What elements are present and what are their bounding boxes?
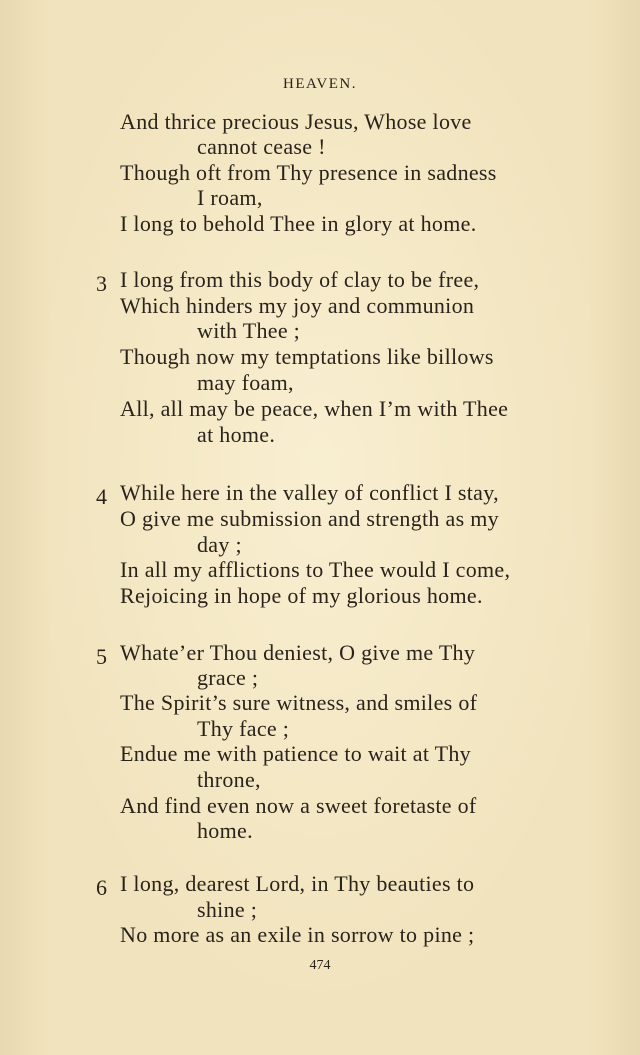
stanza-3-line-4: Though now my temptations like billows bbox=[120, 344, 494, 369]
stanza-2-line-5: I long to behold Thee in glory at home. bbox=[120, 211, 477, 236]
stanza-3-line-1: I long from this body of clay to be free, bbox=[120, 267, 480, 292]
stanza-6-line-1: I long, dearest Lord, in Thy beauties to bbox=[120, 871, 475, 896]
stanza-3-line-6: All, all may be peace, when I’m with Thee bbox=[120, 396, 509, 421]
stanza-5-line-8: home. bbox=[197, 818, 253, 843]
stanza-2-line-2: cannot cease ! bbox=[197, 134, 326, 159]
stanza-4-line-2: O give me submission and strength as my bbox=[120, 506, 499, 531]
stanza-5-line-7: And find even now a sweet foretaste of bbox=[120, 793, 477, 818]
stanza-2-line-3: Though oft from Thy presence in sadness bbox=[120, 160, 497, 185]
stanza-4-line-3: day ; bbox=[197, 532, 242, 557]
stanza-6-line-2: shine ; bbox=[197, 897, 258, 922]
stanza-5-line-2: grace ; bbox=[197, 665, 259, 690]
stanza-2-line-1: And thrice precious Jesus, Whose love bbox=[120, 109, 472, 134]
stanza-5-line-3: The Spirit’s sure witness, and smiles of bbox=[120, 690, 478, 715]
running-header: HEAVEN. bbox=[283, 76, 357, 92]
page-number: 474 bbox=[309, 958, 331, 973]
stanza-4-line-4: In all my afflictions to Thee would I come, bbox=[120, 557, 511, 582]
stanza-4-line-1: While here in the valley of conflict I stay, bbox=[120, 480, 499, 505]
stanza-4-line-5: Rejoicing in hope of my glorious home. bbox=[120, 583, 483, 608]
stanza-5-number: 5 bbox=[96, 644, 107, 669]
stanza-4-number: 4 bbox=[96, 484, 107, 509]
stanza-6-line-3: No more as an exile in sorrow to pine ; bbox=[120, 922, 475, 947]
stanza-5-line-1: Whate’er Thou deniest, O give me Thy bbox=[120, 640, 476, 665]
stanza-3-line-7: at home. bbox=[197, 422, 276, 447]
stanza-5-line-6: throne, bbox=[197, 767, 261, 792]
stanza-3-number: 3 bbox=[96, 271, 107, 296]
stanza-2-line-4: I roam, bbox=[197, 185, 263, 210]
stanza-3-line-2: Which hinders my joy and communion bbox=[120, 293, 475, 318]
stanza-3-line-5: may foam, bbox=[197, 370, 294, 395]
stanza-5-line-5: Endue me with patience to wait at Thy bbox=[120, 741, 471, 766]
stanza-3-line-3: with Thee ; bbox=[197, 318, 301, 343]
stanza-6-number: 6 bbox=[96, 875, 107, 900]
stanza-5-line-4: Thy face ; bbox=[197, 716, 290, 741]
